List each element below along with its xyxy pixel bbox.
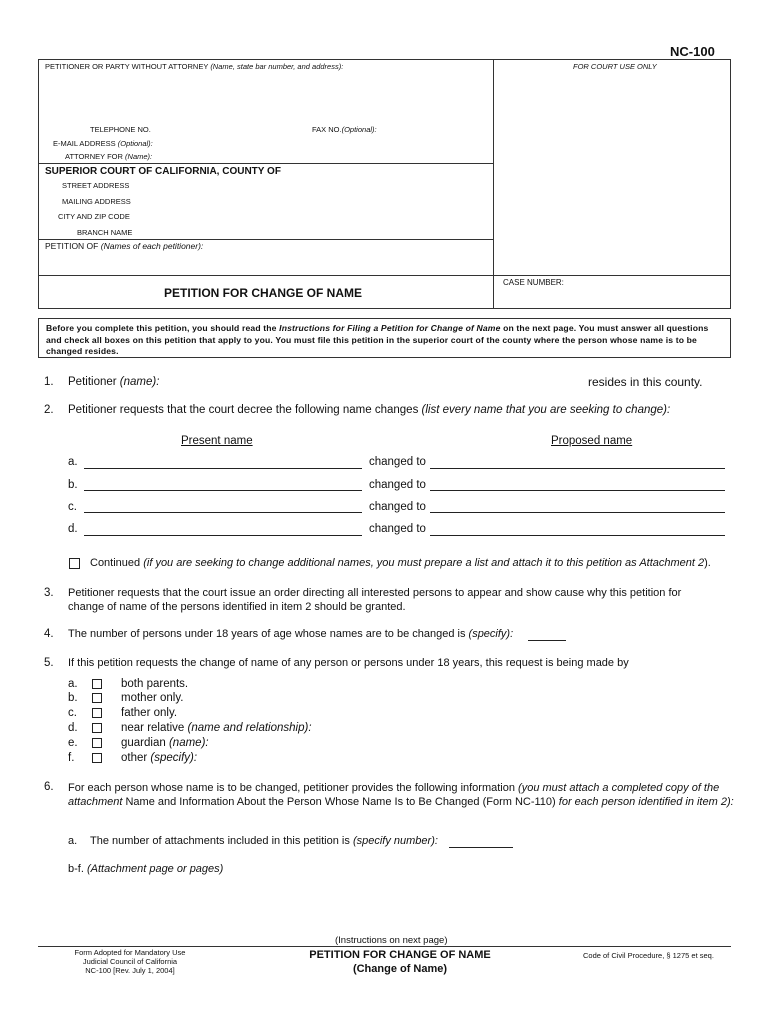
opt-f-label: other (specify): (121, 752, 198, 764)
opt-a-label: both parents. (121, 678, 189, 690)
telephone-label: TELEPHONE NO. (90, 125, 151, 134)
opt-b-letter: b. (68, 692, 78, 704)
fax-label: FAX NO.(Optional): (312, 125, 377, 134)
item4-number: 4. (44, 628, 54, 640)
item3-number: 3. (44, 587, 54, 599)
row-b-changed: changed to (369, 479, 426, 491)
opt-c-letter: c. (68, 707, 77, 719)
court-use-label: FOR COURT USE ONLY (573, 62, 657, 71)
row-c-changed: changed to (369, 501, 426, 513)
item6bf: b-f. (Attachment page or pages) (68, 863, 224, 875)
proposed-name-a[interactable] (430, 468, 725, 469)
branch-label: BRANCH NAME (77, 228, 133, 237)
proposed-name-b[interactable] (430, 490, 725, 491)
city-label: CITY AND ZIP CODE (58, 212, 130, 221)
item3-line2: change of name of the persons identified in item 2 should be granted. (68, 601, 406, 613)
header-box (38, 59, 731, 309)
opt-e-letter: e. (68, 737, 78, 749)
item1-number: 1. (44, 376, 54, 388)
proposed-name-c[interactable] (430, 512, 725, 513)
opt-b-label: mother only. (121, 692, 184, 704)
item6a-letter: a. (68, 835, 78, 847)
email-label: E-MAIL ADDRESS (Optional): (53, 139, 153, 148)
present-name-a[interactable] (84, 468, 362, 469)
footer-title-1: PETITION FOR CHANGE OF NAME (309, 949, 491, 961)
other-checkbox[interactable] (92, 753, 102, 763)
opt-c-label: father only. (121, 707, 178, 719)
guardian-checkbox[interactable] (92, 738, 102, 748)
minors-count-field[interactable] (528, 640, 566, 641)
petition-of-label: PETITION OF (Names of each petitioner): (45, 241, 204, 251)
proposed-name-d[interactable] (430, 535, 725, 536)
item2-number: 2. (44, 404, 54, 416)
both-parents-checkbox[interactable] (92, 679, 102, 689)
near-relative-checkbox[interactable] (92, 723, 102, 733)
instructions-note: (Instructions on next page) (335, 935, 448, 946)
mailing-label: MAILING ADDRESS (62, 197, 131, 206)
present-name-d[interactable] (84, 535, 362, 536)
row-c-letter: c. (68, 501, 77, 513)
divider-1 (38, 163, 494, 164)
row-d-letter: d. (68, 523, 78, 535)
opt-a-letter: a. (68, 678, 78, 690)
code-reference: Code of Civil Procedure, § 1275 et seq. (583, 951, 714, 960)
footer-rule (38, 946, 731, 947)
court-use-divider (493, 59, 494, 309)
item6a-text: The number of attachments included in this petition is (specify number): (90, 835, 438, 847)
opt-d-letter: d. (68, 722, 78, 734)
footer-title-2: (Change of Name) (352, 963, 448, 975)
form-number: NC-100 (670, 44, 715, 59)
proposed-name-header: Proposed name (551, 435, 633, 447)
item6-number: 6. (44, 781, 54, 793)
case-number-label: CASE NUMBER: (503, 278, 564, 287)
attachments-count-field[interactable] (449, 847, 513, 848)
row-a-changed: changed to (369, 456, 426, 468)
adopted-line-1: Form Adopted for Mandatory Use (74, 948, 186, 957)
notice-box: Before you complete this petition, you should read the Instructions for Filing a Petition for Change of Name on the next page. You must answer all questions and check all boxes on this petition that apply to you. You must file this petition in the superior court of the county where the person whose name is to be changed resides. (38, 318, 731, 358)
item2-text: Petitioner requests that the court decree the following name changes (list every name that you are seeking to change): (68, 404, 671, 416)
street-label: STREET ADDRESS (62, 181, 130, 190)
divider-3 (38, 275, 731, 276)
opt-f-letter: f. (68, 752, 75, 764)
father-only-checkbox[interactable] (92, 708, 102, 718)
row-d-changed: changed to (369, 523, 426, 535)
opt-e-label: guardian (name): (121, 737, 209, 749)
item4-text: The number of persons under 18 years of age whose names are to be changed is (specify): (68, 628, 514, 640)
item5-text: If this petition requests the change of name of any person or persons under 18 years, this request is being made by (68, 657, 629, 669)
present-name-b[interactable] (84, 490, 362, 491)
present-name-c[interactable] (84, 512, 362, 513)
row-a-letter: a. (68, 456, 78, 468)
continued-text: Continued (if you are seeking to change additional names, you must prepare a list and attach it to this petition as Attachment 2). (90, 557, 711, 569)
item5-number: 5. (44, 657, 54, 669)
opt-d-label: near relative (name and relationship): (121, 722, 312, 734)
adopted-line-2: Judicial Council of California (82, 957, 178, 966)
adopted-line-3: NC-100 [Rev. July 1, 2004] (85, 966, 175, 975)
mother-only-checkbox[interactable] (92, 693, 102, 703)
item1-end: resides in this county. (588, 375, 703, 389)
present-name-header: Present name (181, 435, 253, 447)
petitioner-label: PETITIONER OR PARTY WITHOUT ATTORNEY (Name, state bar number, and address): (45, 62, 344, 71)
row-b-letter: b. (68, 479, 78, 491)
attorney-for-label: ATTORNEY FOR (Name): (65, 152, 153, 161)
petition-title: PETITION FOR CHANGE OF NAME (164, 286, 362, 300)
form-adopted (60, 948, 200, 975)
item6-text: For each person whose name is to be changed, petitioner provides the following information (you must attach a completed copy of the attachment Name and Information About the Person Whose Name Is to Be Changed (Form NC-110) for each person identified in item 2): (68, 782, 734, 808)
footer-title (280, 948, 520, 976)
item3-line1: Petitioner requests that the court issue an order directing all interested persons to appear and show cause why this petition for (68, 587, 682, 599)
item1-text: Petitioner (name): (68, 376, 160, 388)
divider-2 (38, 239, 494, 240)
court-title: SUPERIOR COURT OF CALIFORNIA, COUNTY OF (45, 166, 281, 177)
continued-checkbox[interactable] (69, 558, 80, 569)
